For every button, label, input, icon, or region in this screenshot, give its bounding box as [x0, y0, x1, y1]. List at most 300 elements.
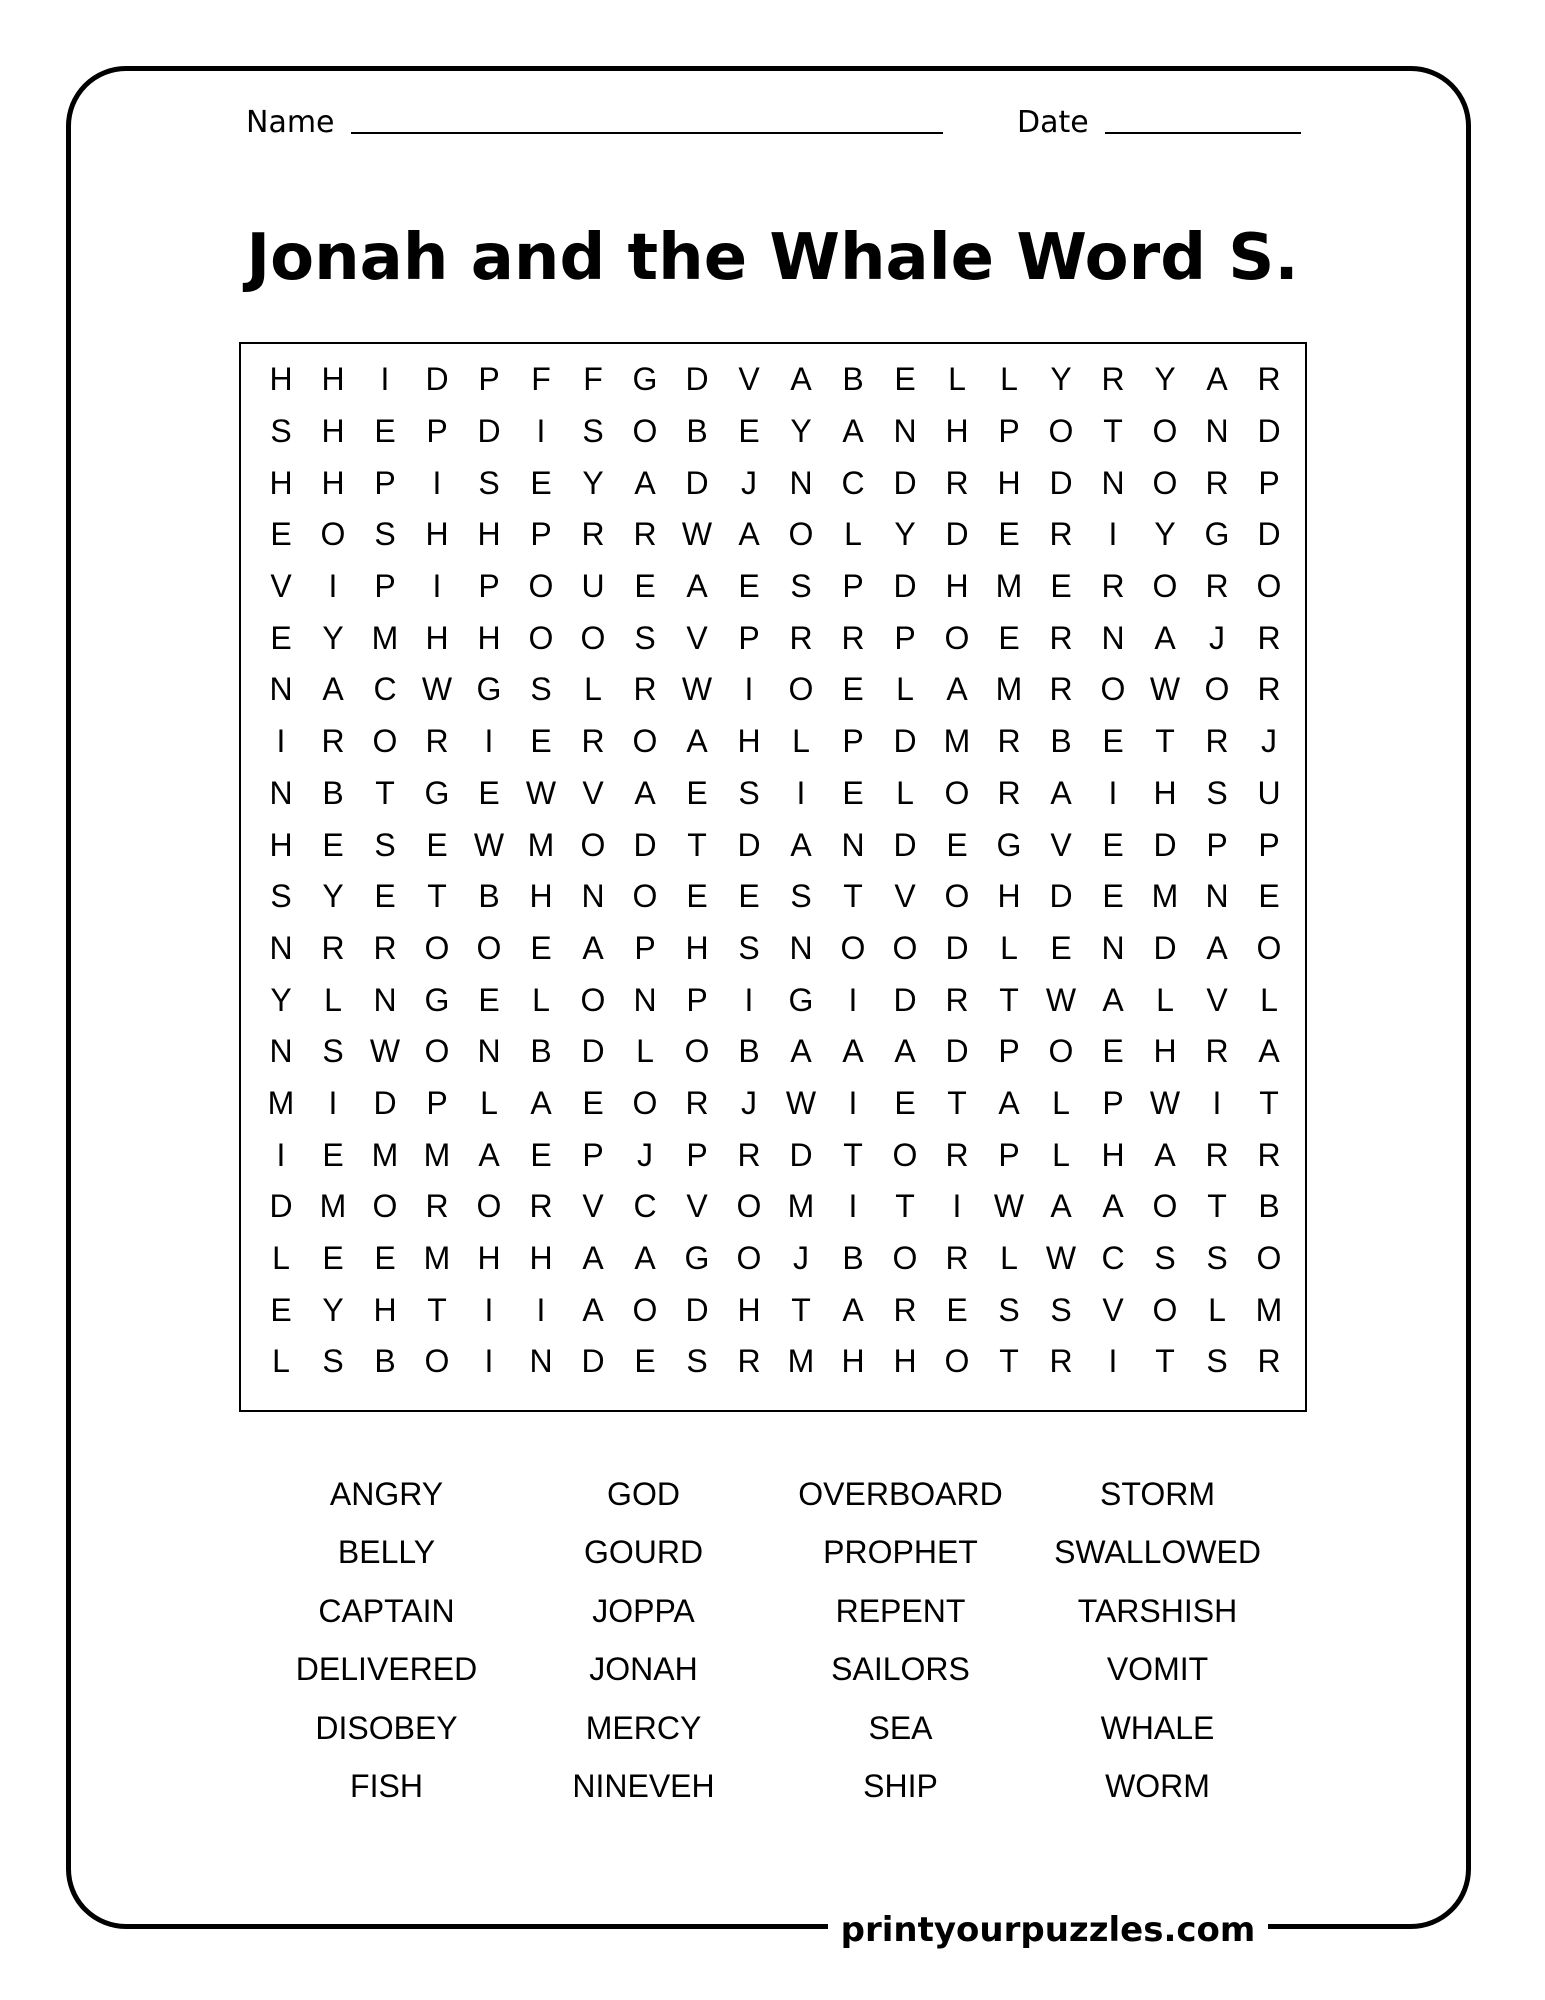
grid-letter: R: [581, 516, 605, 553]
grid-letter: R: [321, 929, 345, 966]
grid-letter: V: [738, 361, 760, 398]
grid-letter: S: [478, 464, 500, 501]
grid-letter: T: [791, 1291, 811, 1328]
grid-letter: E: [738, 413, 760, 450]
grid-letter: O: [1256, 568, 1282, 605]
grid-letter: E: [946, 1291, 968, 1328]
grid-letter: O: [788, 516, 814, 553]
grid-letter: R: [945, 1240, 969, 1277]
page-title: Jonah and the Whale Word S.: [246, 221, 1299, 295]
grid-letter: W: [785, 1084, 817, 1121]
grid-letter: R: [633, 671, 657, 708]
grid-letter: I: [744, 671, 754, 708]
grid-letter: F: [531, 361, 551, 398]
grid-letter: T: [999, 981, 1019, 1018]
grid-letter: I: [848, 1084, 858, 1121]
grid-letter: S: [998, 1291, 1020, 1328]
grid-letter: R: [1257, 1136, 1281, 1173]
grid-letter: R: [1257, 671, 1281, 708]
grid-letter: R: [945, 1136, 969, 1173]
grid-letter: Y: [322, 619, 344, 656]
grid-letter: N: [581, 878, 605, 915]
grid-letter: E: [946, 826, 968, 863]
word-list-item: SWALLOWED: [1054, 1534, 1261, 1571]
grid-letter: L: [1156, 981, 1174, 1018]
grid-letter: D: [893, 464, 917, 501]
word-list-item: CAPTAIN: [318, 1592, 455, 1629]
grid-letter: T: [1103, 413, 1123, 450]
grid-letter: T: [375, 774, 395, 811]
grid-letter: I: [276, 723, 286, 760]
grid-letter: O: [580, 981, 606, 1018]
grid-letter: O: [944, 878, 970, 915]
grid-letter: M: [423, 1136, 451, 1173]
grid-letter: R: [1205, 1033, 1229, 1070]
grid-letter: N: [529, 1343, 553, 1380]
grid-letter: O: [632, 413, 658, 450]
word-list-item: REPENT: [835, 1592, 966, 1629]
grid-letter: D: [893, 981, 917, 1018]
grid-letter: N: [1101, 619, 1125, 656]
grid-letter: S: [374, 516, 396, 553]
grid-letter: R: [997, 723, 1021, 760]
grid-letter: E: [998, 619, 1020, 656]
word-list-item: WORM: [1105, 1768, 1210, 1805]
grid-letter: B: [738, 1033, 760, 1070]
grid-letter: W: [421, 671, 453, 708]
grid-letter: S: [270, 413, 292, 450]
grid-letter: S: [1154, 1240, 1176, 1277]
word-list-item: GOD: [607, 1475, 680, 1512]
date-line[interactable]: [1105, 132, 1301, 134]
grid-letter: S: [1050, 1291, 1072, 1328]
grid-letter: V: [1050, 826, 1072, 863]
grid-letter: G: [424, 774, 450, 811]
grid-letter: C: [633, 1188, 657, 1225]
grid-letter: H: [1153, 774, 1177, 811]
grid-letter: H: [425, 516, 449, 553]
grid-letter: S: [634, 619, 656, 656]
grid-letter: P: [426, 1084, 448, 1121]
grid-letter: A: [582, 1291, 604, 1328]
grid-letter: D: [1153, 929, 1177, 966]
grid-letter: T: [427, 1291, 447, 1328]
grid-letter: W: [1149, 1084, 1181, 1121]
name-line[interactable]: [351, 132, 943, 134]
grid-letter: B: [842, 361, 864, 398]
grid-letter: R: [1101, 568, 1125, 605]
grid-letter: O: [892, 1240, 918, 1277]
grid-letter: D: [945, 1033, 969, 1070]
grid-letter: R: [425, 1188, 449, 1225]
grid-letter: R: [1049, 1343, 1073, 1380]
grid-letter: I: [536, 413, 546, 450]
grid-letter: E: [530, 929, 552, 966]
grid-letter: I: [432, 464, 442, 501]
grid-letter: D: [685, 361, 709, 398]
grid-letter: O: [944, 1343, 970, 1380]
grid-letter: V: [270, 568, 292, 605]
grid-letter: L: [844, 516, 862, 553]
grid-letter: E: [374, 878, 396, 915]
grid-letter: R: [1257, 361, 1281, 398]
grid-letter: V: [686, 1188, 708, 1225]
grid-letter: A: [1154, 619, 1176, 656]
grid-letter: E: [530, 464, 552, 501]
grid-letter: M: [1255, 1291, 1283, 1328]
grid-letter: R: [685, 1084, 709, 1121]
grid-letter: I: [276, 1136, 286, 1173]
grid-letter: M: [995, 671, 1023, 708]
grid-letter: C: [373, 671, 397, 708]
grid-letter: T: [1259, 1084, 1279, 1121]
grid-letter: I: [484, 1291, 494, 1328]
grid-letter: O: [944, 619, 970, 656]
grid-letter: G: [476, 671, 502, 708]
grid-letter: O: [320, 516, 346, 553]
grid-letter: R: [945, 981, 969, 1018]
grid-letter: H: [373, 1291, 397, 1328]
grid-letter: P: [998, 1136, 1020, 1173]
grid-letter: V: [582, 774, 604, 811]
grid-letter: L: [1000, 1240, 1018, 1277]
grid-letter: J: [741, 464, 757, 501]
grid-letter: O: [424, 1033, 450, 1070]
grid-letter: D: [1049, 878, 1073, 915]
grid-letter: E: [842, 671, 864, 708]
grid-letter: A: [686, 723, 708, 760]
grid-letter: H: [737, 723, 761, 760]
grid-letter: E: [374, 1240, 396, 1277]
grid-letter: O: [788, 671, 814, 708]
grid-letter: R: [1257, 1343, 1281, 1380]
grid-letter: A: [582, 1240, 604, 1277]
grid-letter: S: [1206, 774, 1228, 811]
grid-letter: E: [634, 568, 656, 605]
grid-letter: P: [686, 981, 708, 1018]
grid-letter: R: [841, 619, 865, 656]
grid-letter: R: [1205, 568, 1229, 605]
grid-letter: H: [477, 516, 501, 553]
grid-letter: M: [943, 723, 971, 760]
grid-letter: A: [1050, 774, 1072, 811]
grid-letter: O: [632, 1084, 658, 1121]
grid-letter: C: [1101, 1240, 1125, 1277]
grid-letter: F: [583, 361, 603, 398]
grid-letter: I: [1108, 774, 1118, 811]
grid-letter: D: [1153, 826, 1177, 863]
grid-letter: L: [272, 1343, 290, 1380]
grid-letter: B: [686, 413, 708, 450]
grid-letter: N: [789, 929, 813, 966]
grid-letter: T: [1155, 723, 1175, 760]
word-list-item: ANGRY: [329, 1475, 444, 1512]
grid-letter: P: [582, 1136, 604, 1173]
grid-letter: O: [1100, 671, 1126, 708]
grid-letter: R: [1205, 1136, 1229, 1173]
grid-letter: I: [1108, 516, 1118, 553]
grid-letter: P: [894, 619, 916, 656]
date-label: Date: [1017, 105, 1089, 140]
grid-letter: E: [478, 774, 500, 811]
grid-letter: W: [681, 671, 713, 708]
grid-letter: B: [530, 1033, 552, 1070]
grid-letter: L: [324, 981, 342, 1018]
word-list-item: BELLY: [337, 1534, 436, 1571]
word-list-item: SEA: [868, 1709, 933, 1746]
grid-letter: H: [997, 464, 1021, 501]
grid-letter: D: [945, 929, 969, 966]
grid-letter: C: [841, 464, 865, 501]
grid-letter: O: [372, 723, 398, 760]
grid-letter: H: [477, 619, 501, 656]
grid-letter: I: [484, 723, 494, 760]
grid-letter: I: [744, 981, 754, 1018]
grid-letter: Y: [1154, 516, 1176, 553]
date-field[interactable]: [1017, 100, 1301, 140]
grid-letter: H: [321, 464, 345, 501]
grid-letter: P: [530, 516, 552, 553]
grid-letter: O: [736, 1188, 762, 1225]
grid-letter: O: [1152, 464, 1178, 501]
grid-letter: N: [269, 671, 293, 708]
grid-letter: T: [687, 826, 707, 863]
grid-letter: R: [737, 1343, 761, 1380]
grid-letter: L: [1000, 361, 1018, 398]
grid-letter: E: [738, 878, 760, 915]
grid-letter: D: [893, 826, 917, 863]
grid-letter: V: [894, 878, 916, 915]
grid-letter: E: [322, 826, 344, 863]
grid-letter: S: [322, 1343, 344, 1380]
grid-letter: A: [1206, 929, 1228, 966]
grid-letter: N: [1101, 929, 1125, 966]
grid-letter: A: [790, 826, 812, 863]
grid-letter: A: [738, 516, 760, 553]
grid-letter: E: [738, 568, 760, 605]
grid-letter: L: [792, 723, 810, 760]
grid-letter: A: [790, 361, 812, 398]
grid-letter: G: [788, 981, 814, 1018]
grid-letter: P: [1102, 1084, 1124, 1121]
grid-letter: E: [686, 774, 708, 811]
grid-letter: R: [1049, 671, 1073, 708]
grid-letter: N: [1101, 464, 1125, 501]
grid-letter: R: [633, 516, 657, 553]
grid-letter: O: [944, 774, 970, 811]
grid-letter: E: [1050, 568, 1072, 605]
grid-letter: E: [478, 981, 500, 1018]
grid-letter: O: [424, 1343, 450, 1380]
word-list-item: SAILORS: [831, 1651, 970, 1688]
word-list-item: TARSHISH: [1077, 1592, 1238, 1629]
grid-letter: T: [999, 1343, 1019, 1380]
grid-letter: R: [1049, 619, 1073, 656]
grid-letter: E: [322, 1240, 344, 1277]
word-list-item: STORM: [1100, 1475, 1215, 1512]
grid-letter: H: [737, 1291, 761, 1328]
grid-letter: M: [995, 568, 1023, 605]
grid-letter: W: [1149, 671, 1181, 708]
grid-letter: I: [952, 1188, 962, 1225]
grid-letter: H: [321, 361, 345, 398]
grid-letter: H: [997, 878, 1021, 915]
grid-letter: D: [1257, 413, 1281, 450]
grid-letter: E: [530, 1136, 552, 1173]
grid-letter: W: [473, 826, 505, 863]
grid-letter: L: [480, 1084, 498, 1121]
grid-letter: T: [947, 1084, 967, 1121]
grid-letter: O: [580, 619, 606, 656]
word-list-item: JONAH: [589, 1651, 698, 1688]
grid-letter: L: [532, 981, 550, 1018]
grid-letter: A: [322, 671, 344, 708]
grid-letter: E: [530, 723, 552, 760]
grid-letter: Y: [894, 516, 916, 553]
word-list-item: MERCY: [585, 1709, 702, 1746]
grid-letter: N: [269, 1033, 293, 1070]
grid-letter: R: [373, 929, 397, 966]
grid-letter: H: [529, 1240, 553, 1277]
grid-letter: G: [684, 1240, 710, 1277]
grid-letter: N: [269, 929, 293, 966]
grid-letter: R: [1205, 723, 1229, 760]
grid-letter: P: [478, 568, 500, 605]
grid-letter: D: [581, 1033, 605, 1070]
grid-letter: P: [686, 1136, 708, 1173]
grid-letter: N: [1205, 878, 1229, 915]
grid-letter: E: [322, 1136, 344, 1173]
grid-letter: J: [793, 1240, 809, 1277]
grid-letter: H: [1101, 1136, 1125, 1173]
grid-letter: E: [1050, 929, 1072, 966]
grid-letter: L: [1208, 1291, 1226, 1328]
grid-letter: A: [1102, 1188, 1124, 1225]
grid-letter: U: [1257, 774, 1281, 811]
grid-letter: Y: [322, 878, 344, 915]
grid-letter: I: [1212, 1084, 1222, 1121]
grid-letter: D: [1257, 516, 1281, 553]
grid-letter: B: [842, 1240, 864, 1277]
letter-grid: [255, 354, 1295, 1394]
grid-letter: H: [685, 929, 709, 966]
grid-letter: H: [269, 464, 293, 501]
grid-letter: N: [633, 981, 657, 1018]
grid-letter: I: [1108, 1343, 1118, 1380]
grid-letter: O: [736, 1240, 762, 1277]
grid-letter: M: [267, 1084, 295, 1121]
footer-website: printyourpuzzles.com: [840, 1910, 1256, 1950]
grid-letter: S: [582, 413, 604, 450]
grid-letter: D: [893, 723, 917, 760]
grid-letter: G: [424, 981, 450, 1018]
grid-letter: A: [582, 929, 604, 966]
grid-letter: E: [894, 1084, 916, 1121]
grid-letter: W: [1045, 981, 1077, 1018]
grid-letter: O: [476, 1188, 502, 1225]
grid-letter: W: [525, 774, 557, 811]
grid-letter: E: [842, 774, 864, 811]
grid-letter: M: [787, 1188, 815, 1225]
grid-letter: J: [637, 1136, 653, 1173]
grid-letter: I: [328, 568, 338, 605]
grid-letter: S: [1206, 1343, 1228, 1380]
word-list-item: JOPPA: [592, 1592, 695, 1629]
grid-letter: M: [787, 1343, 815, 1380]
grid-letter: E: [686, 878, 708, 915]
grid-letter: I: [848, 981, 858, 1018]
word-list-item: NINEVEH: [572, 1768, 715, 1805]
grid-letter: N: [789, 464, 813, 501]
grid-letter: Y: [582, 464, 604, 501]
grid-letter: O: [632, 1291, 658, 1328]
grid-letter: O: [840, 929, 866, 966]
grid-letter: R: [945, 464, 969, 501]
grid-letter: I: [848, 1188, 858, 1225]
grid-letter: M: [319, 1188, 347, 1225]
grid-letter: P: [478, 361, 500, 398]
grid-letter: M: [371, 1136, 399, 1173]
grid-letter: E: [1102, 723, 1124, 760]
grid-letter: O: [476, 929, 502, 966]
grid-letter: S: [270, 878, 292, 915]
word-list-item: VOMIT: [1106, 1651, 1209, 1688]
grid-letter: S: [738, 929, 760, 966]
grid-letter: O: [1152, 1291, 1178, 1328]
grid-letter: S: [1206, 1240, 1228, 1277]
grid-letter: R: [321, 723, 345, 760]
name-field[interactable]: [246, 100, 943, 140]
grid-letter: M: [1151, 878, 1179, 915]
grid-letter: O: [528, 568, 554, 605]
grid-letter: O: [1048, 1033, 1074, 1070]
grid-letter: D: [685, 1291, 709, 1328]
grid-letter: O: [892, 929, 918, 966]
grid-letter: T: [843, 878, 863, 915]
grid-letter: J: [741, 1084, 757, 1121]
grid-letter: H: [425, 619, 449, 656]
grid-letter: A: [530, 1084, 552, 1121]
grid-letter: J: [1261, 723, 1277, 760]
grid-letter: S: [322, 1033, 344, 1070]
grid-letter: L: [896, 774, 914, 811]
grid-letter: B: [1258, 1188, 1280, 1225]
grid-letter: L: [272, 1240, 290, 1277]
grid-letter: N: [269, 774, 293, 811]
grid-letter: N: [477, 1033, 501, 1070]
grid-letter: G: [632, 361, 658, 398]
grid-letter: L: [1052, 1136, 1070, 1173]
grid-letter: A: [842, 413, 864, 450]
grid-letter: R: [893, 1291, 917, 1328]
grid-letter: P: [374, 464, 396, 501]
grid-letter: S: [790, 568, 812, 605]
grid-letter: O: [372, 1188, 398, 1225]
grid-letter: W: [1045, 1240, 1077, 1277]
grid-letter: E: [894, 361, 916, 398]
grid-letter: L: [636, 1033, 654, 1070]
grid-letter: W: [369, 1033, 401, 1070]
grid-letter: R: [1205, 464, 1229, 501]
grid-letter: O: [528, 619, 554, 656]
grid-letter: P: [426, 413, 448, 450]
word-list-item: OVERBOARD: [798, 1475, 1003, 1512]
grid-letter: D: [633, 826, 657, 863]
grid-letter: P: [374, 568, 396, 605]
grid-letter: O: [684, 1033, 710, 1070]
grid-letter: A: [894, 1033, 916, 1070]
grid-letter: O: [1152, 1188, 1178, 1225]
